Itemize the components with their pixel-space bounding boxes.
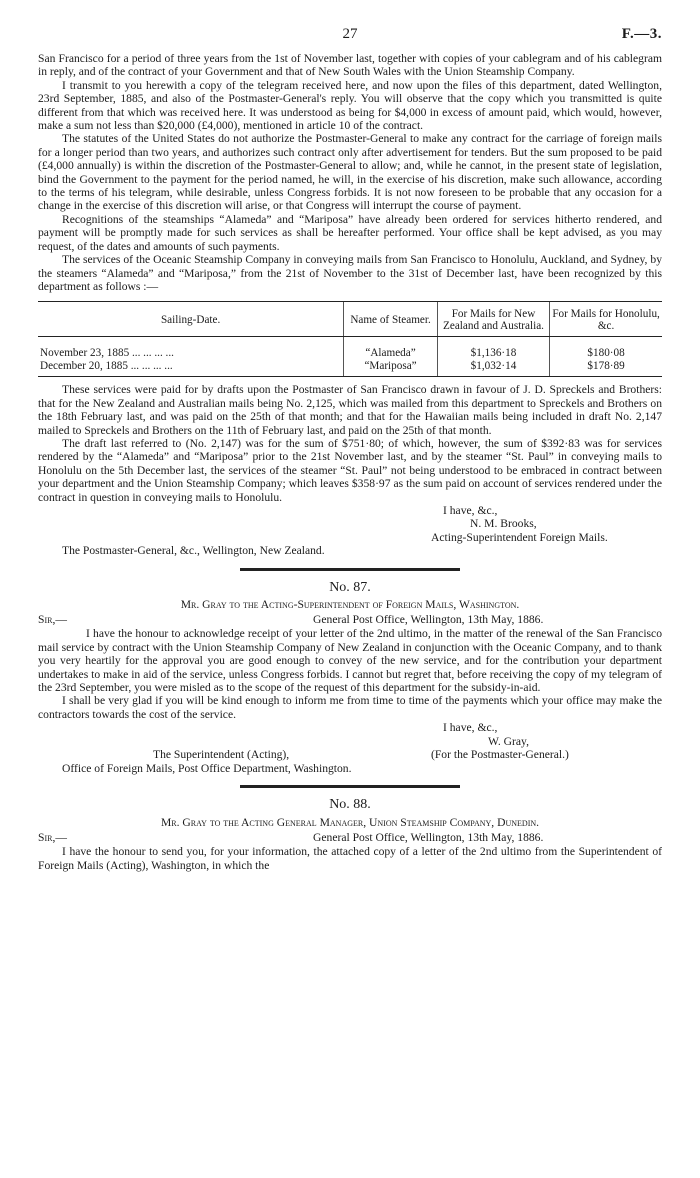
letter-number: No. 87. [329, 579, 371, 595]
table-row [38, 359, 662, 377]
paragraph-services: The services of the Oceanic Steamship Company in conveying mails from San Francisco to Honolulu, Auckland, and Sydney, by the steamers “Alameda” and “Mariposa,” from the 21st of November to the 31st of December last, have been recognized by this department as follows :— [38, 253, 662, 293]
sender-address: General Post Office, Wellington, 13th May, 1886. [313, 613, 544, 627]
salutation: Sir,— [38, 613, 67, 627]
col-header-honolulu-mails: For Mails for Honolulu, &c. [550, 302, 662, 337]
paragraph-telegram: I transmit to you herewith a copy of the telegram received here, and now upon the files of this department, dated Wellington, 23rd September, 1885, and also of the Postmaster-General's reply. You will observe that the copy which you transmitted is quite different from that which was received here. It was understood as being for $4,000 in excess of amount paid, which would, however, make a sum not less than $20,000 (£4,000), mentioned in article 10 of the contract. [38, 78, 662, 133]
salutation-line [38, 831, 662, 845]
letter-heading: Mr. Gray to the Acting-Superintendent of Foreign Mails, Washington. [180, 598, 520, 611]
table-row [38, 346, 662, 359]
paragraph-statutes: The statutes of the United States do not authorize the Postmaster-General to make any contract for the carriage of foreign mails for a longer period than two years, and authorizes such contract only after advertisement for tenders. But the sum proposed to be paid (£4,000 annually) is within the discretion of the Postmaster-General to allow; and, while he cannot, in the present state of legislation, bind the Government to the payment for the period named, he will, in the exercise of his discretion, make such allowance, according to the terms of his telegram, while desirable, unless Congress forbids. It is not now foreseen to be probable that any occasion for a change in the exercise of this discretion will arise, or that Congress will interrupt the course of payment. [38, 132, 662, 213]
section-divider [240, 785, 460, 788]
page-body [38, 52, 662, 872]
letter-paragraph: I have the honour to send you, for your information, the attached copy of a letter of the 2nd ultimo from the Superintendent of Foreign Mails (Acting), Washington, in which the [38, 845, 662, 872]
col-header-steamer: Name of Steamer. [344, 302, 438, 337]
cell-steamer: “Mariposa” [344, 359, 438, 377]
cell-nz-amount: $1,136·18 [437, 346, 549, 359]
col-header-sailing-date: Sailing-Date. [38, 302, 344, 337]
letter-paragraph: I have the honour to acknowledge receipt of your letter of the 2nd ultimo, in the matter of the renewal of the San Francisco mail service by contract with the Union Steamship Company of New Zealand in conjunction with the Oceanic Company, and to thank you very heartily for the approval you are good enough to convey of the new service, and for the contribution your department undertakes to make in aid of the service, unless Congress forbids. I cannot but regret that, before receiving the copy of my telegram of the 23rd September, you were misled as to the scope of the request of this department for the subsidy-in-aid. [38, 627, 662, 695]
closing: I have, &c., [443, 721, 498, 735]
addressee-office: Office of Foreign Mails, Post Office Department, Washington. [62, 762, 352, 776]
table-header-row [38, 302, 662, 337]
cell-steamer: “Alameda” [344, 346, 438, 359]
signature-line [38, 748, 662, 762]
paragraph-continuation: San Francisco for a period of three years from the 1st of November last, together with copies of your cablegram and of his cablegram in reply, and of the contract of your Government and that of New South Wales with the Union Steamship Company. [38, 52, 662, 79]
cell-nz-amount: $1,032·14 [437, 359, 549, 377]
page-header [38, 28, 662, 46]
closing: I have, &c., [443, 503, 498, 517]
salutation-line [38, 613, 662, 627]
letter-paragraph: I shall be very glad if you will be kind enough to inform me from time to time of the payments which your office may make the contractors towards the cost of the service. [38, 694, 662, 721]
sender-address: General Post Office, Wellington, 13th May, 1886. [313, 831, 544, 845]
salutation: Sir,— [38, 831, 67, 845]
paragraph-draft-sum: The draft last referred to (No. 2,147) was for the sum of $751·80; of which, however, the sum of $392·83 was for services rendered by the “Alameda” and “Mariposa” prior to the 21st November last, and by the steamer “St. Paul” in conveying mails to Honolulu on the 5th December last, the services of the steamer “St. Paul” not being understood to be embraced in contract between your department and the Union Steamship Company; which leaves $358·97 as the sum paid on account of services rendered under the contract in question in conveying mails to Honolulu. [38, 436, 662, 504]
letter-heading: Mr. Gray to the Acting General Manager, Union Steamship Company, Dunedin. [160, 815, 540, 829]
paragraph-recognitions: Recognitions of the steamships “Alameda” and “Mariposa” have already been ordered for services hitherto rendered, and payment will be promptly made for such services as shall be hereafter performed. Your office shall be kept advised, as you may request, of the dates and amounts of such payments. [38, 212, 662, 253]
col-header-nz-mails: For Mails for New Zealand and Australia. [437, 302, 549, 337]
cell-date: December 20, 1885 ... ... ... ... [38, 359, 344, 377]
signer-name: N. M. Brooks, [470, 517, 537, 531]
cell-honolulu-amount: $180·08 [550, 346, 662, 359]
paragraph-drafts: These services were paid for by drafts upon the Postmaster of San Francisco drawn in favour of J. D. Spreckels and Brothers: that for the New Zealand and Australian mails being No. 2,125, which was mailed from this department to Spreckels and Brothers on the 18th February last, and was paid on the 25th of that month; and that for the Hawaiian mails being included in draft No. 2,147 mailed to Spreckels and Brothers on the 11th of February last, and paid on the 25th of that month. [38, 383, 662, 437]
addressee: The Postmaster-General, &c., Wellington, New Zealand. [62, 544, 325, 558]
signer-name: W. Gray, [488, 734, 529, 748]
addressee: The Superintendent (Acting), [153, 748, 290, 762]
paper-code: F.—3. [621, 26, 662, 42]
signer-note: (For the Postmaster-General.) [431, 748, 569, 762]
section-divider [240, 568, 460, 571]
mail-payments-table [38, 301, 662, 377]
cell-honolulu-amount: $178·89 [550, 359, 662, 377]
letter-number: No. 88. [329, 797, 371, 813]
page-number: 27 [342, 26, 358, 42]
cell-date: November 23, 1885 ... ... ... ... [40, 346, 174, 359]
signer-title: Acting-Superintendent Foreign Mails. [431, 530, 608, 544]
